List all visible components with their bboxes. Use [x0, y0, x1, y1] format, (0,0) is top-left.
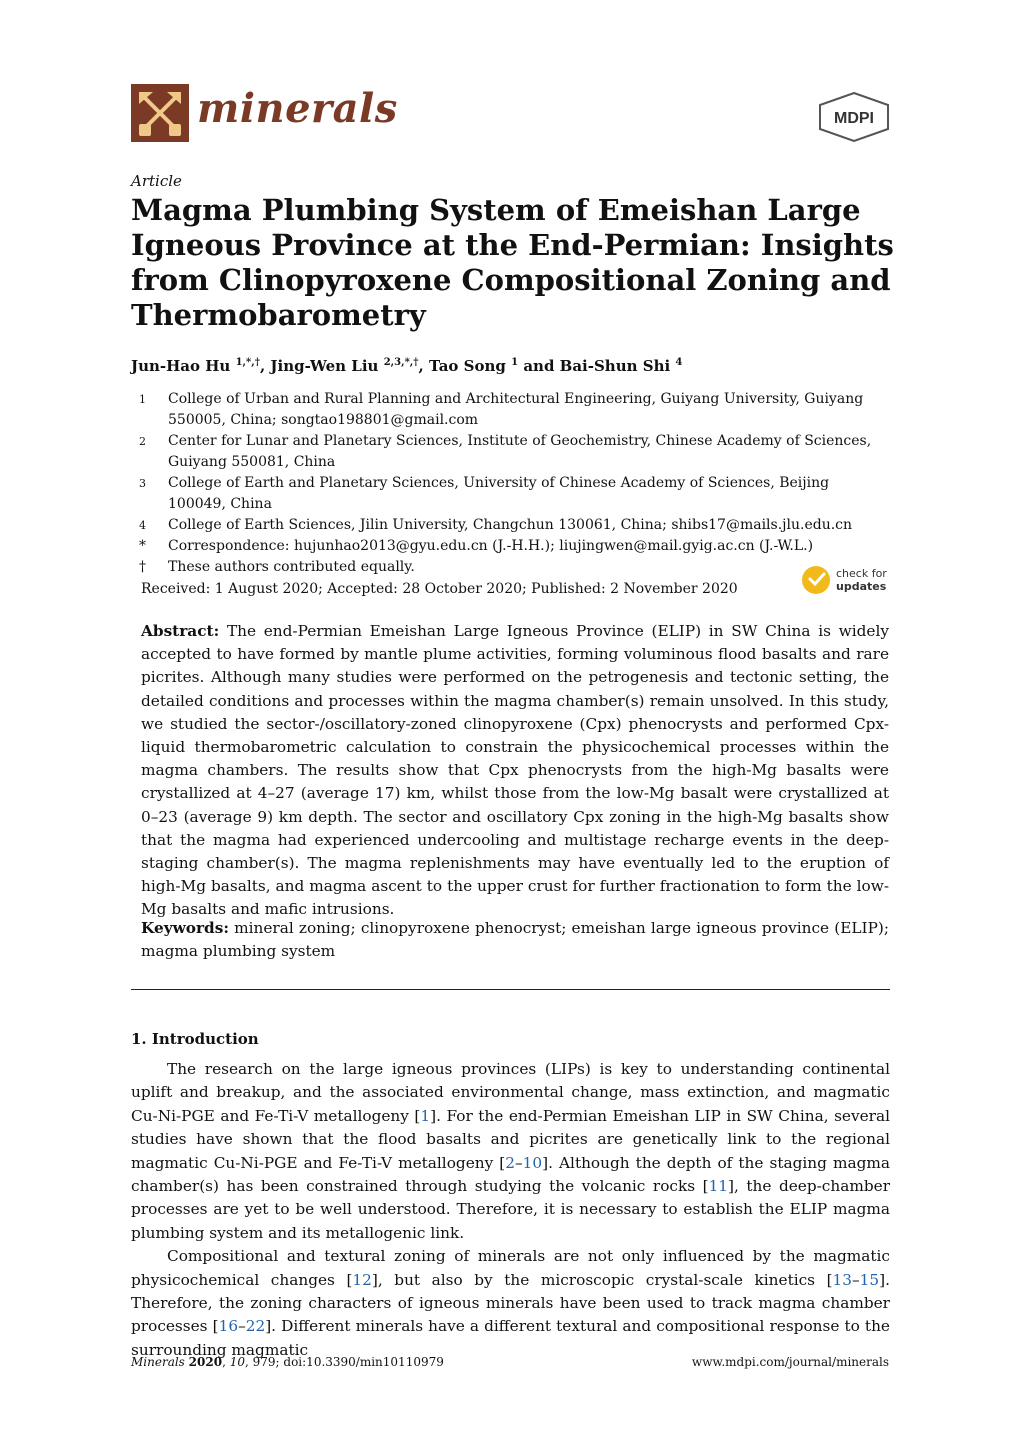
divider	[131, 989, 890, 990]
footer-journal: Minerals	[131, 1355, 185, 1369]
paragraph-text: –	[852, 1270, 860, 1289]
reference-link[interactable]: 22	[245, 1317, 266, 1336]
journal-name: minerals	[197, 85, 398, 132]
affiliation-item	[131, 515, 891, 536]
keywords-label: Keywords:	[141, 919, 229, 937]
footer-year: 2020	[188, 1355, 223, 1369]
paragraph-text: –	[238, 1317, 246, 1336]
author-affiliation-mark: 4	[675, 357, 683, 368]
affiliation-text: Center for Lunar and Planetary Sciences, Institute of Geochemistry, Chinese Academy of Sciences, Guiyang 550081, China	[168, 433, 872, 470]
affiliation-item	[131, 536, 891, 557]
check-updates-line2: updates	[836, 580, 887, 593]
footer-doi: , 979; doi:10.3390/min10110979	[245, 1355, 444, 1369]
author-affiliation-mark: 1,*,†	[235, 357, 260, 368]
publication-dates: Received: 1 August 2020; Accepted: 28 October 2020; Published: 2 November 2020	[141, 581, 738, 597]
reference-link[interactable]: 13	[832, 1270, 853, 1289]
keywords-text: mineral zoning; clinopyroxene phenocryst; emeishan large igneous province (ELIP); magma plumbing system	[141, 919, 889, 961]
affiliation-mark: *	[139, 538, 146, 554]
article-title: Magma Plumbing System of Emeishan Large Igneous Province at the End-Permian: Insights from Clinopyroxene Compositional Zoning and Thermobarometry	[131, 193, 894, 332]
journal-url-link[interactable]: www.mdpi.com/journal/minerals	[691, 1355, 889, 1369]
affiliation-text: These authors contributed equally.	[168, 559, 415, 575]
check-for-updates-button[interactable]	[802, 566, 902, 598]
affiliation-mark: †	[139, 559, 146, 575]
reference-link[interactable]: 12	[352, 1270, 372, 1289]
affiliation-text: College of Earth and Planetary Sciences, University of Chinese Academy of Sciences, Beijing 100049, China	[168, 475, 830, 512]
reference-link[interactable]: 11	[708, 1177, 729, 1196]
affiliation-item	[131, 473, 891, 515]
reference-link[interactable]: 1	[420, 1106, 431, 1125]
paragraph-text: ], the deep-chamber processes are yet to be well understood. Therefore, it is necessary to establish the ELIP magma plumbing system and its metallogenic link.	[131, 1177, 890, 1242]
author-name: Jing-Wen Liu	[270, 357, 379, 375]
paragraph-text: The research on the large igneous provinces (LIPs) is key to understanding continental uplift and breakup, and the associated environmental change, mass extinction, and magmatic Cu-Ni-PGE and Fe-Ti-V metallogeny [	[131, 1060, 890, 1125]
author-name: Jun-Hao Hu	[131, 357, 231, 375]
affiliation-text: College of Urban and Rural Planning and Architectural Engineering, Guiyang University, Guiyang 550005, China; songtao198801@gmail.com	[168, 391, 864, 428]
affiliation-item	[131, 431, 891, 473]
affiliation-text: Correspondence: hujunhao2013@gyu.edu.cn (J.-H.H.); liujingwen@mail.gyig.ac.cn (J.-W.L.)	[168, 538, 814, 554]
author-name: Bai-Shun Shi	[559, 357, 671, 375]
affiliation-text: College of Earth Sciences, Jilin University, Changchun 130061, China; shibs17@mails.jlu.edu.cn	[168, 517, 853, 533]
paragraph	[131, 1058, 890, 1245]
reference-link[interactable]: 2	[505, 1153, 515, 1172]
affiliation-mark: 3	[139, 477, 146, 490]
affiliation-list	[131, 389, 891, 578]
reference-link[interactable]: 16	[218, 1317, 239, 1336]
mdpi-logo-icon	[818, 92, 890, 142]
minerals-logo-icon	[131, 84, 189, 142]
article-type: Article	[131, 172, 182, 190]
author-affiliation-mark: 2,3,*,†	[383, 357, 419, 368]
paragraph-text: –	[515, 1153, 523, 1172]
reference-link[interactable]: 10	[522, 1153, 543, 1172]
check-badge	[802, 566, 830, 594]
author-list: Jun-Hao Hu $^{1,*,\dagger}$, Jing-Wen Liu $^{2,3,*,\dagger}$, Tao Song $^1$ and Bai-Shun Shi $^4$	[131, 357, 683, 375]
reference-link[interactable]: 15	[859, 1270, 880, 1289]
affiliation-mark: 4	[139, 519, 146, 532]
affiliation-mark: 2	[139, 435, 146, 448]
paragraph-text: ]. Therefore, the zoning characters of igneous minerals have been used to track magma chamber processes [	[131, 1270, 890, 1336]
citation-footer: Minerals 2020, 10, 979; doi:10.3390/min10110979	[131, 1355, 444, 1369]
check-updates-line1: check for	[836, 567, 887, 580]
checkmark-icon	[807, 569, 827, 589]
paragraph-text: ]. For the end-Permian Emeishan LIP in SW China, several studies have shown that the flood basalts and picrites are genetically link to the regional magmatic Cu-Ni-PGE and Fe-Ti-V metallogeny [	[131, 1106, 890, 1172]
paragraph-text: ]. Different minerals have a different textural and compositional response to the surrounding magmatic	[131, 1317, 890, 1359]
keywords	[141, 917, 889, 963]
affiliation-mark: 1	[139, 393, 146, 406]
author-name: Tao Song	[428, 357, 506, 375]
affiliation-item	[131, 389, 891, 431]
introduction-body	[131, 1058, 890, 1362]
abstract-label: Abstract:	[141, 622, 220, 640]
paragraph	[131, 1245, 890, 1362]
section-heading: 1. Introduction	[131, 1030, 259, 1048]
affiliation-item	[131, 557, 891, 578]
paragraph-text: Compositional and textural zoning of minerals are not only influenced by the magmatic physicochemical changes [	[131, 1247, 890, 1289]
paragraph-text: ], but also by the microscopic crystal-scale kinetics [	[371, 1270, 833, 1289]
abstract	[141, 620, 889, 922]
author-affiliation-mark: 1	[511, 357, 519, 368]
abstract-text: The end-Permian Emeishan Large Igneous Province (ELIP) in SW China is widely accepted to have formed by mantle plume activities, forming voluminous flood basalts and rare picrites. Although many studies were performed on the petrogenesis and tectonic setting, the detailed conditions and processes within the magma chamber(s) remain unsolved. In this study, we studied the sector-/oscillatory-zoned clinopyroxene (Cpx) phenocrysts and performed Cpx-liquid thermobarometric calculation to constrain the physicochemical processes within the magma chambers. The results show that Cpx phenocrysts from the high-Mg basalts were crystallized at 4–27 (average 17) km, whilst those from the low-Mg basalt were crystallized at 0–23 (average 9) km depth. The sector and oscillatory Cpx zoning in the high-Mg basalts show that the magma had experienced undercooling and multistage recharge events in the deep-staging chamber(s). The magma replenishments may have eventually led to the eruption of high-Mg basalts, and magma ascent to the upper crust for further fractionation to form the low-Mg basalts and mafic intrusions.	[141, 622, 889, 919]
publisher-name: MDPI	[834, 110, 874, 127]
paragraph-text: ]. Although the depth of the staging magma chamber(s) has been constrained through studying the volcanic rocks [	[131, 1153, 891, 1196]
footer-volume: 10	[229, 1355, 245, 1369]
